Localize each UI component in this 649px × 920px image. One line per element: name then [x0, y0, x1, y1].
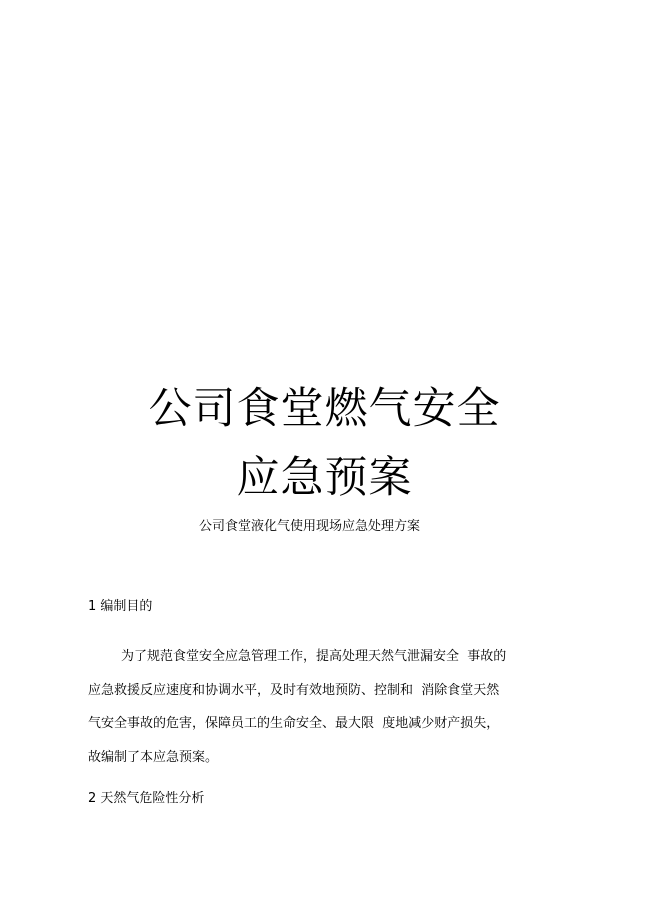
paragraph-line: 为了规范食堂安全应急管理工作，提高处理天然气泄漏安全 事故的: [121, 649, 507, 664]
paragraph-line: 气安全事故的危害，保障员工的生命安全、最大限 度地减少财产损失，: [88, 716, 500, 731]
paragraph-line: 应急救援反应速度和协调水平，及时有效地预防、控制和 消除食堂天然: [88, 683, 500, 698]
document-title-line-2: 应急预案: [236, 453, 413, 503]
document-title-line-1: 公司食堂燃气安全: [148, 384, 501, 434]
section-heading-hazard-analysis: 2 天然气危险性分析: [88, 791, 205, 806]
section-heading-purpose: 1 编制目的: [88, 599, 153, 614]
document-subtitle: 公司食堂液化气使用现场应急处理方案: [198, 519, 420, 534]
paragraph-line: 故编制了本应急预案。: [88, 750, 219, 765]
